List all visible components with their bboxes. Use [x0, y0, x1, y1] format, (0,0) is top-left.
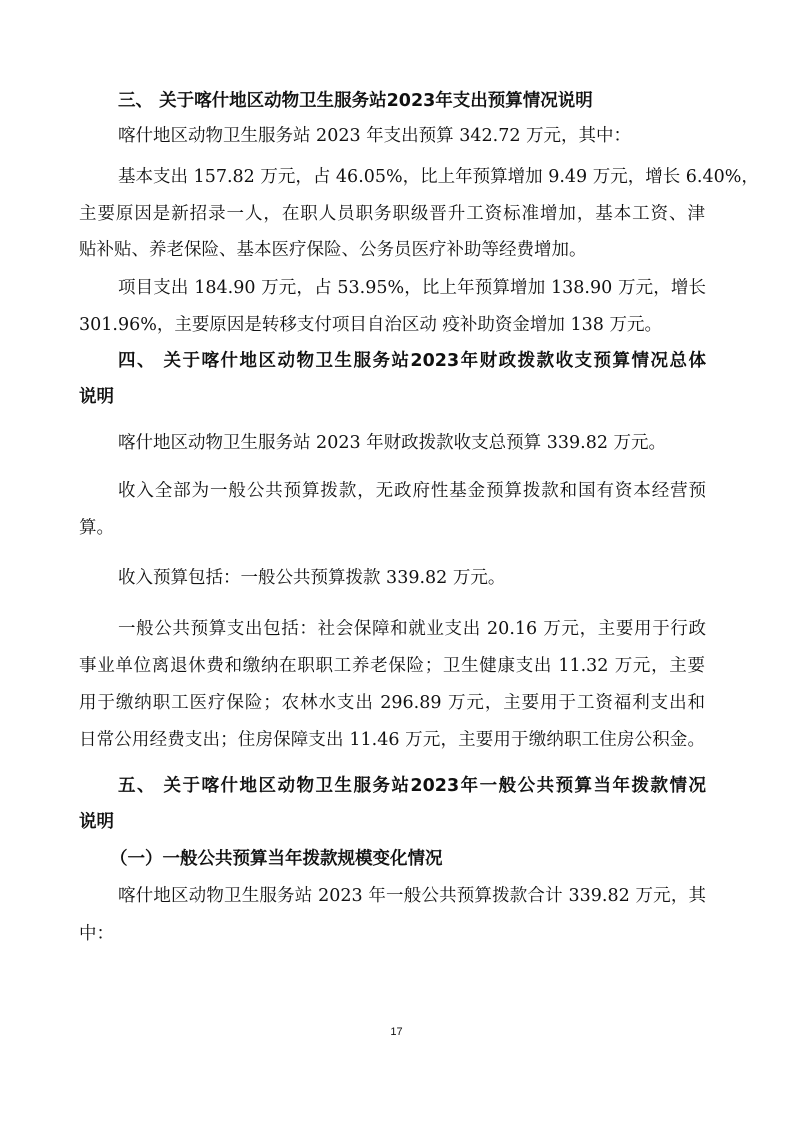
section-3-heading: 三、 关于喀什地区动物卫生服务站2023年支出预算情况说明 [118, 91, 593, 111]
section-4-heading-line-1: 四、 关于喀什地区动物卫生服务站2023年财政拨款收支预算情况总体 [118, 351, 706, 371]
section-4-paragraph-2-line-2: 算。 [79, 518, 114, 538]
section-5-heading-line-1: 五、 关于喀什地区动物卫生服务站2023年一般公共预算当年拨款情况 [118, 776, 706, 796]
section-5-heading-line-2: 说明 [79, 812, 114, 832]
section-4-paragraph-4-line-1: 一般公共预算支出包括：社会保障和就业支出 20.16 万元，主要用于行政 [118, 619, 706, 639]
section-5-paragraph-1-line-2: 中： [79, 924, 114, 944]
section-3-paragraph-3-line-1: 项目支出 184.90 万元，占 53.95%，比上年预算增加 138.90 万元，增长 [118, 278, 706, 298]
section-4-paragraph-2-line-1: 收入全部为一般公共预算拨款，无政府性基金预算拨款和国有资本经营预 [118, 481, 706, 501]
section-4-paragraph-1: 喀什地区动物卫生服务站 2023 年财政拨款收支总预算 339.82 万元。 [118, 433, 667, 453]
section-4-paragraph-4-line-3: 用于缴纳职工医疗保险；农林水支出 296.89 万元，主要用于工资福利支出和 [79, 693, 705, 713]
section-4-paragraph-3: 收入预算包括：一般公共预算拨款 339.82 万元。 [118, 568, 506, 588]
section-3-paragraph-2-line-3: 贴补贴、养老保险、基本医疗保险、公务员医疗补助等经费增加。 [79, 240, 587, 260]
section-5-paragraph-1-line-1: 喀什地区动物卫生服务站 2023 年一般公共预算拨款合计 339.82 万元，其 [118, 886, 706, 906]
section-3-paragraph-3-line-2: 301.96%，主要原因是转移支付项目自治区动 疫补助资金增加 138 万元。 [79, 315, 662, 335]
section-4-paragraph-4-line-2: 事业单位离退休费和缴纳在职职工养老保险；卫生健康支出 11.32 万元，主要 [79, 656, 705, 676]
section-5-subheading-1: （一）一般公共预算当年拨款规模变化情况 [110, 849, 443, 869]
section-3-paragraph-2-line-1: 基本支出 157.82 万元，占 46.05%，比上年预算增加 9.49 万元，增长 6.40%， [118, 167, 759, 187]
section-4-heading-line-2: 说明 [79, 387, 114, 407]
page-number: 17 [390, 1026, 403, 1038]
section-3-paragraph-2-line-2: 主要原因是新招录一人，在职人员职务职级晋升工资标准增加，基本工资、津 [79, 204, 705, 224]
section-4-paragraph-4-line-4: 日常公用经费支出；住房保障支出 11.46 万元，主要用于缴纳职工住房公积金。 [79, 730, 705, 750]
section-3-paragraph-1: 喀什地区动物卫生服务站 2023 年支出预算 342.72 万元，其中： [118, 126, 632, 146]
